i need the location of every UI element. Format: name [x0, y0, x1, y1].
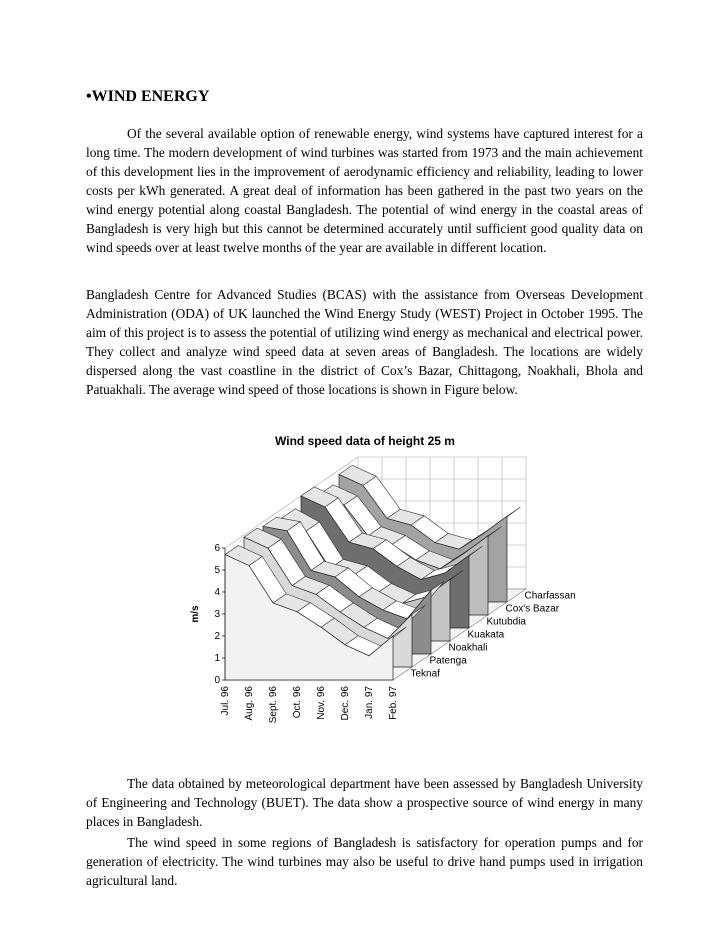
x-tick-label: Nov. 96	[316, 686, 327, 720]
series-label: Patenga	[429, 655, 467, 667]
x-tick-label: Dec. 96	[340, 686, 351, 721]
paragraph-buet: The data obtained by meteorological department have been assessed by Bangladesh University of Engineering and Technology (BUET). The data show a prospective source of wind energy in many places in Bangladesh.	[86, 776, 643, 829]
series-label: Teknaf	[410, 668, 440, 680]
y-tick-label: 6	[214, 543, 220, 554]
x-tick-label: Oct. 96	[292, 686, 303, 719]
y-tick-label: 5	[214, 565, 220, 576]
series-label: Cox's Bazar	[505, 603, 560, 615]
paragraph-applications: The wind speed in some regions of Bangladesh is satisfactory for operation pumps and for generation of electricity. The wind turbines may also be useful to drive hand pumps used in irrigation agricultural land.	[86, 835, 643, 888]
wind-speed-chart	[190, 425, 576, 765]
x-tick-label: Jan. 97	[364, 686, 375, 719]
series-label: Kuakata	[467, 629, 505, 641]
series-label: Noakhali	[448, 642, 488, 654]
section-heading: •WIND ENERGY	[86, 88, 210, 105]
y-tick-label: 1	[214, 653, 220, 664]
x-tick-label: Feb. 97	[388, 686, 399, 720]
y-tick-label: 2	[214, 631, 220, 642]
series-label: Charfassan	[524, 590, 576, 602]
paragraph-intro: Of the several available option of renewable energy, wind systems have captured interest for a long time. The modern development of wind turbines was started from 1973 and the main achievement of this development lies in the improvement of aerodynamic efficiency and reliability, leading to lower costs per kWh generated. A great deal of information has been gathered in the past two years on the wind energy potential along coastal Bangladesh. The potential of wind energy in the coastal areas of Bangladesh is very high but this cannot be determined accurately until sufficient good quality data on wind speeds over at least twelve months of the year are available in different location.	[86, 126, 643, 255]
chart-title: Wind speed data of height 25 m	[275, 434, 455, 448]
x-tick-label: Jul. 96	[220, 686, 231, 716]
x-tick-label: Aug. 96	[244, 686, 255, 721]
paragraph-bcas: Bangladesh Centre for Advanced Studies (BCAS) with the assistance from Overseas Development Administration (ODA) of UK launched the Wind Energy Study (WEST) Project in October 1995. The aim of this project is to assess the potential of utilizing wind energy as mechanical and electrical power. They collect and analyze wind speed data at seven areas of Bangladesh. The locations are widely dispersed along the vast coastline in the district of Cox’s Bazar, Chittagong, Noakhali, Bhola and Patuakhali. The average wind speed of those locations is shown in Figure below.	[86, 287, 643, 397]
y-tick-label: 0	[214, 675, 220, 686]
y-tick-label: 4	[214, 587, 220, 598]
y-tick-label: 3	[214, 609, 220, 620]
series-label: Kutubdia	[486, 616, 526, 628]
y-axis-label: m/s	[190, 605, 201, 623]
x-tick-label: Sept. 96	[268, 686, 279, 724]
